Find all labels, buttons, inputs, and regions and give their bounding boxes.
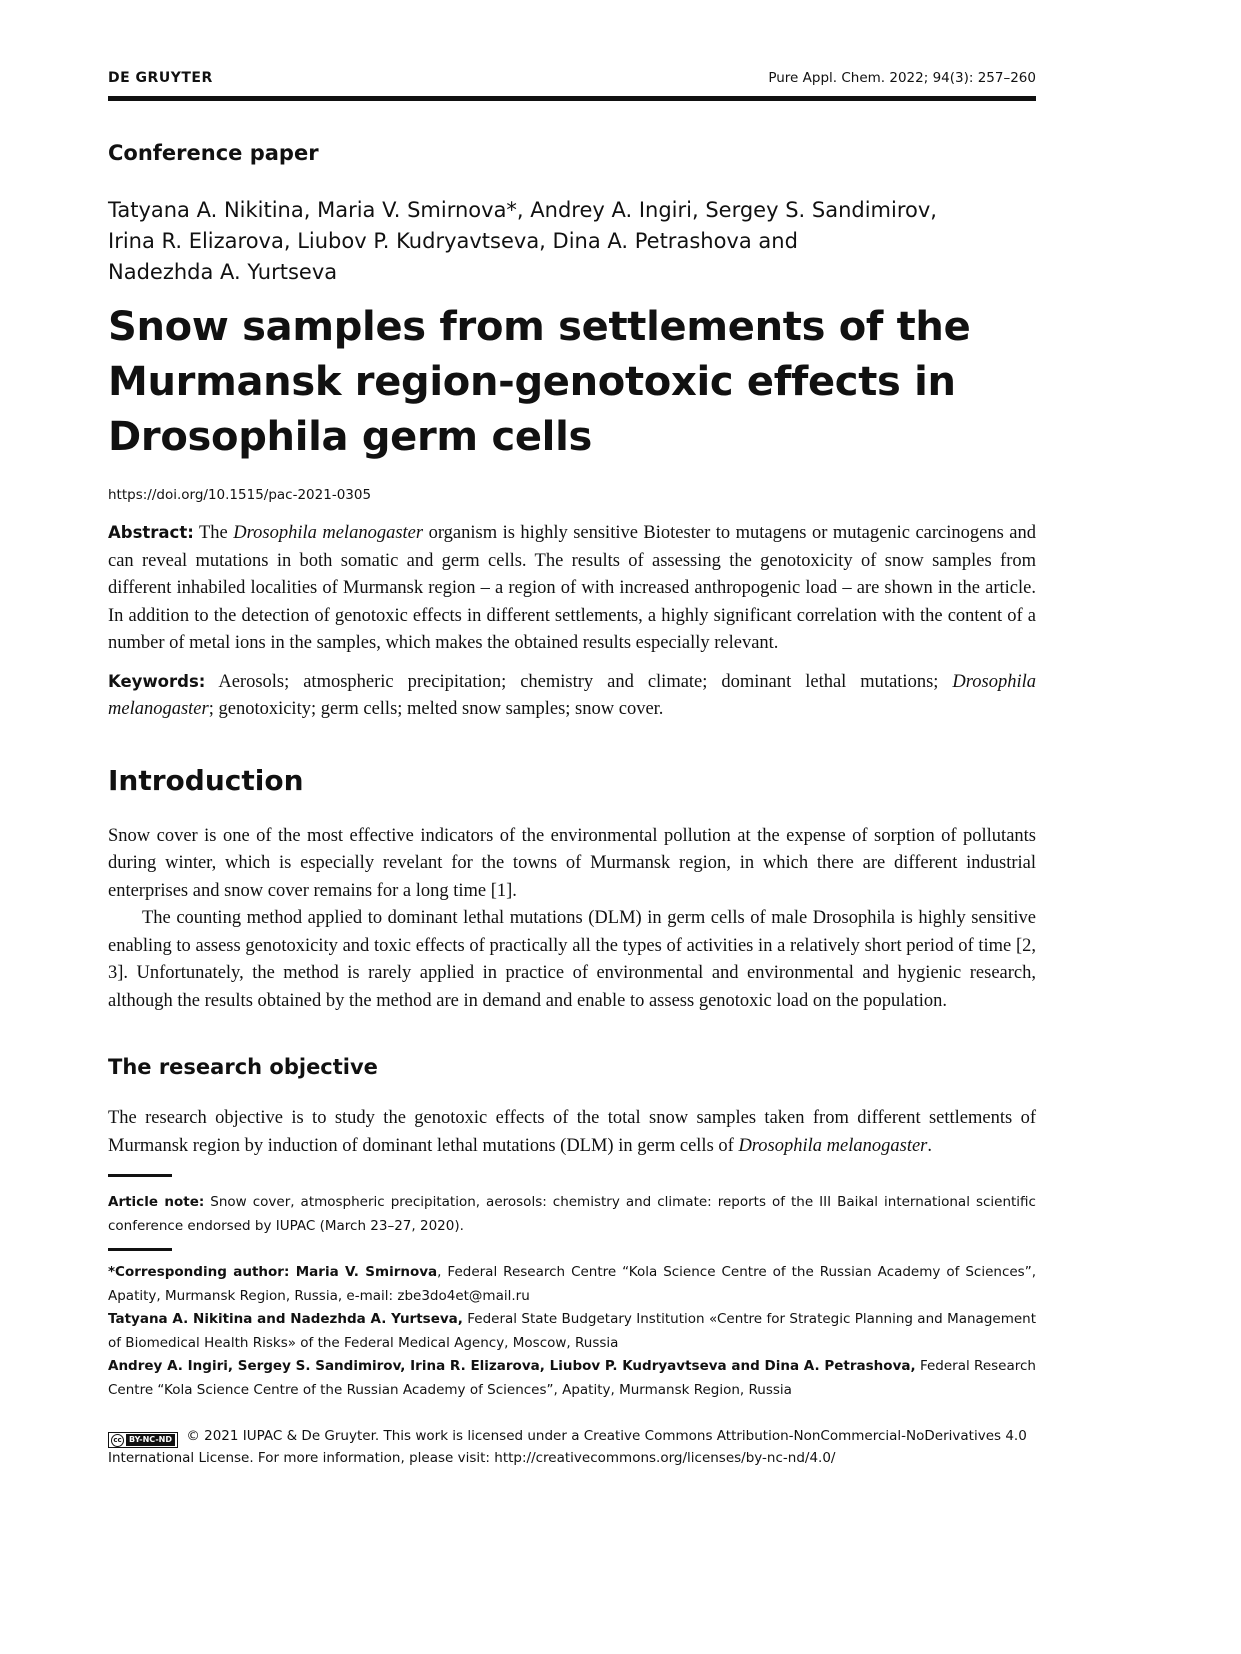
header-rule bbox=[108, 96, 1036, 101]
footnote-rule bbox=[108, 1248, 172, 1251]
license-notice bbox=[108, 1426, 1036, 1468]
abstract-lead: The bbox=[199, 523, 228, 543]
footnote-rule bbox=[108, 1174, 172, 1177]
author-line: Nadezhda A. Yurtseva bbox=[108, 260, 338, 284]
journal-citation: Pure Appl. Chem. 2022; 94(3): 257–260 bbox=[768, 70, 1036, 86]
introduction-paragraph: The counting method applied to dominant lethal mutations (DLM) in germ cells of male Drosophila is highly sensitive enabling to assess genotoxicity and toxic effects of practically all the types of activities in a relatively short period of time [2, 3]. Unfortunately, the method is rarely applied in practice of environmental and environmental and hygienic research, although the results obtained by the method are in demand and enable to assess genotoxic load on the population. bbox=[108, 908, 1036, 1011]
article-note bbox=[108, 1191, 1036, 1238]
cc-badge-text: BY-NC-ND bbox=[126, 1434, 175, 1446]
publisher-name: DE GRUYTER bbox=[108, 70, 213, 86]
objective-heading: The research objective bbox=[108, 1055, 378, 1079]
title-line: Drosophila germ cells bbox=[108, 414, 593, 460]
keywords-part1: Aerosols; atmospheric precipitation; chemistry and climate; dominant lethal mutations; bbox=[218, 671, 939, 692]
running-header bbox=[108, 60, 1036, 86]
objective-end: . bbox=[927, 1135, 933, 1156]
doi-link[interactable]: https://doi.org/10.1515/pac-2021-0305 bbox=[108, 487, 372, 503]
cc-license-badge-icon[interactable] bbox=[108, 1432, 178, 1448]
affiliation-names: Tatyana A. Nikitina and Nadezhda A. Yurtseva, bbox=[108, 1311, 463, 1327]
objective-species: Drosophila melanogaster bbox=[738, 1135, 928, 1156]
article-note-label: Article note: bbox=[108, 1194, 205, 1210]
keywords-part2: ; genotoxicity; germ cells; melted snow samples; snow cover. bbox=[208, 699, 664, 719]
paper-type: Conference paper bbox=[108, 141, 319, 165]
objective-text: The research objective is to study the genotoxic effects of the total snow samples taken from different settlements of Murmansk region by induction of dominant lethal mutations (DLM) in germ cells of bbox=[108, 1108, 1036, 1156]
objective-paragraph bbox=[108, 1105, 1036, 1160]
license-text: © 2021 IUPAC & De Gruyter. This work is licensed under a Creative Commons Attribution-NonCommercial-NoDerivatives 4.0 International License. For more information, please visit: http://creativecommons.org/licenses/by-nc-nd/4.0/ bbox=[108, 1428, 1027, 1466]
author-list bbox=[108, 195, 1036, 288]
affiliation-names: Andrey A. Ingiri, Sergey S. Sandimirov, Irina R. Elizarova, Liubov P. Kudryavtseva and Dina A. Petrashova, bbox=[108, 1358, 916, 1374]
affiliation bbox=[108, 1355, 1036, 1402]
corresponding-author-label: *Corresponding author: Maria V. Smirnova bbox=[108, 1264, 438, 1280]
affiliation-text: Federal State Budgetary Institution «Centre for Strategic Planning and Management of Biomedical Health Risks» of the Federal Medical Agency, Moscow, Russia bbox=[108, 1311, 1037, 1351]
abstract bbox=[108, 519, 1036, 658]
title-line: Snow samples from settlements of the bbox=[108, 304, 971, 350]
corresponding-author-text: , Federal Research Centre “Kola Science Centre of the Russian Academy of Sciences”, Apatity, Murmansk Region, Russia, e-mail: zbe3do4et@mail.ru bbox=[108, 1264, 1036, 1304]
keywords-species: Drosophila melanogaster bbox=[108, 671, 1036, 719]
title-line: Murmansk region-genotoxic effects in bbox=[108, 359, 956, 405]
affiliations bbox=[108, 1261, 1036, 1402]
cc-circle-icon: cc bbox=[111, 1434, 124, 1447]
corresponding-author bbox=[108, 1261, 1036, 1308]
abstract-species: Drosophila melanogaster bbox=[233, 523, 424, 543]
abstract-label: Abstract: bbox=[108, 523, 194, 542]
page bbox=[108, 60, 1036, 1468]
affiliation bbox=[108, 1308, 1036, 1355]
keywords bbox=[108, 668, 1036, 724]
affiliation-text: Federal Research Centre “Kola Science Centre of the Russian Academy of Sciences”, Apatity, Murmansk Region, Russia bbox=[108, 1358, 1036, 1398]
abstract-text: organism is highly sensitive Biotester to mutagens or mutagenic carcinogens and can reveal mutations in both somatic and germ cells. The results of assessing the genotoxicity of snow samples from different inhabiled localities of Murmansk region – a region of with increased anthropogenic load – are shown in the article. In addition to the detection of genotoxic effects in different settlements, a highly significant correlation with the content of a number of metal ions in the samples, which makes the obtained results especially relevant. bbox=[108, 523, 1037, 653]
introduction-body bbox=[108, 823, 1036, 1016]
keywords-label: Keywords: bbox=[108, 671, 206, 691]
article-note-text: Snow cover, atmospheric precipitation, aerosols: chemistry and climate: reports of the III Baikal international scientific conference endorsed by IUPAC (March 23–27, 2020). bbox=[108, 1194, 1036, 1234]
introduction-heading: Introduction bbox=[108, 763, 304, 797]
paper-title bbox=[108, 300, 1036, 465]
author-line: Tatyana A. Nikitina, Maria V. Smirnova*, Andrey A. Ingiri, Sergey S. Sandimirov, bbox=[108, 198, 937, 222]
author-line: Irina R. Elizarova, Liubov P. Kudryavtseva, Dina A. Petrashova and bbox=[108, 229, 798, 253]
introduction-paragraph: Snow cover is one of the most effective indicators of the environmental pollution at the expense of sorption of pollutants during winter, which is especially revelant for the towns of Murmansk region, in which there are different industrial enterprises and snow cover remains for a long time [1]. bbox=[108, 825, 1036, 901]
